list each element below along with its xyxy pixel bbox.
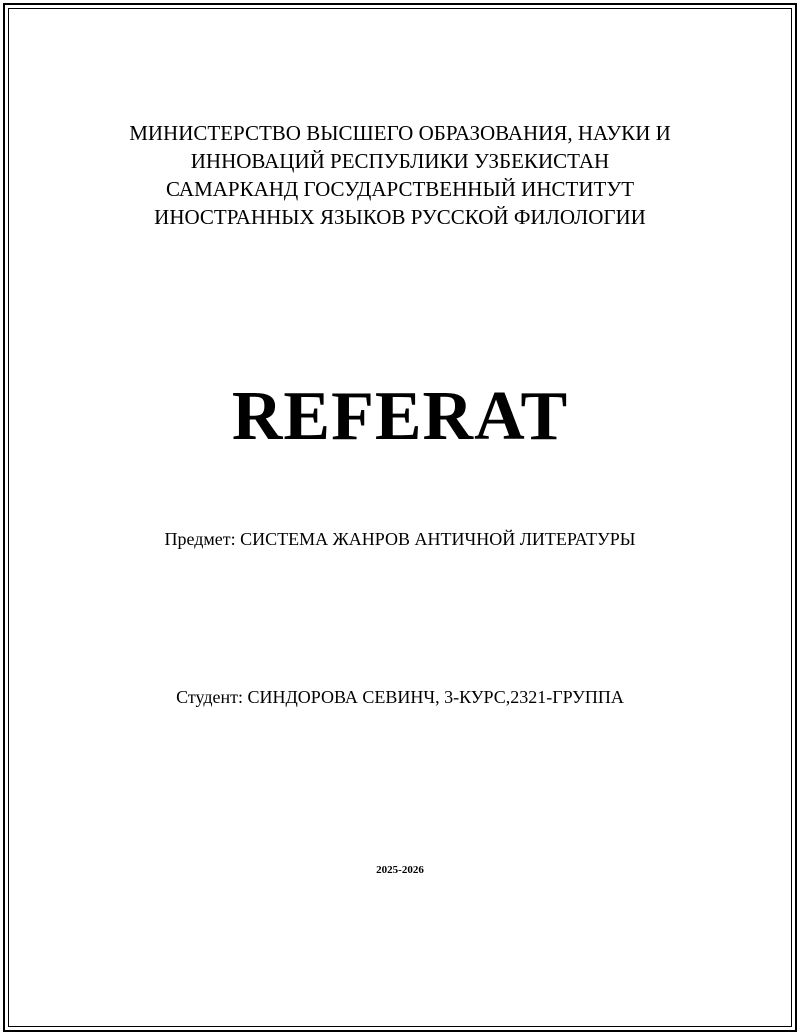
- header-line: ИННОВАЦИЙ РЕСПУБЛИКИ УЗБЕКИСТАН: [190, 149, 610, 173]
- student-line: [0, 685, 800, 709]
- subject-label: Предмет:: [164, 529, 236, 549]
- header-line: САМАРКАНД ГОСУДАРСТВЕННЫЙ ИНСТИТУТ: [165, 177, 635, 201]
- document-title: REFERAT: [231, 378, 569, 455]
- institution-header: [0, 119, 800, 231]
- academic-year: 2025-2026: [376, 864, 424, 876]
- header-line: ИНОСТРАННЫХ ЯЗЫКОВ РУССКОЙ ФИЛОЛОГИИ: [154, 205, 646, 229]
- student-value: СИНДОРОВА СЕВИНЧ, 3-КУРС,2321-ГРУППА: [247, 687, 624, 707]
- subject-line: [0, 527, 800, 551]
- header-line: МИНИСТЕРСТВО ВЫСШЕГО ОБРАЗОВАНИЯ, НАУКИ И: [129, 121, 671, 145]
- student-label: Студент:: [176, 687, 243, 707]
- subject-value: СИСТЕМА ЖАНРОВ АНТИЧНОЙ ЛИТЕРАТУРЫ: [240, 529, 636, 549]
